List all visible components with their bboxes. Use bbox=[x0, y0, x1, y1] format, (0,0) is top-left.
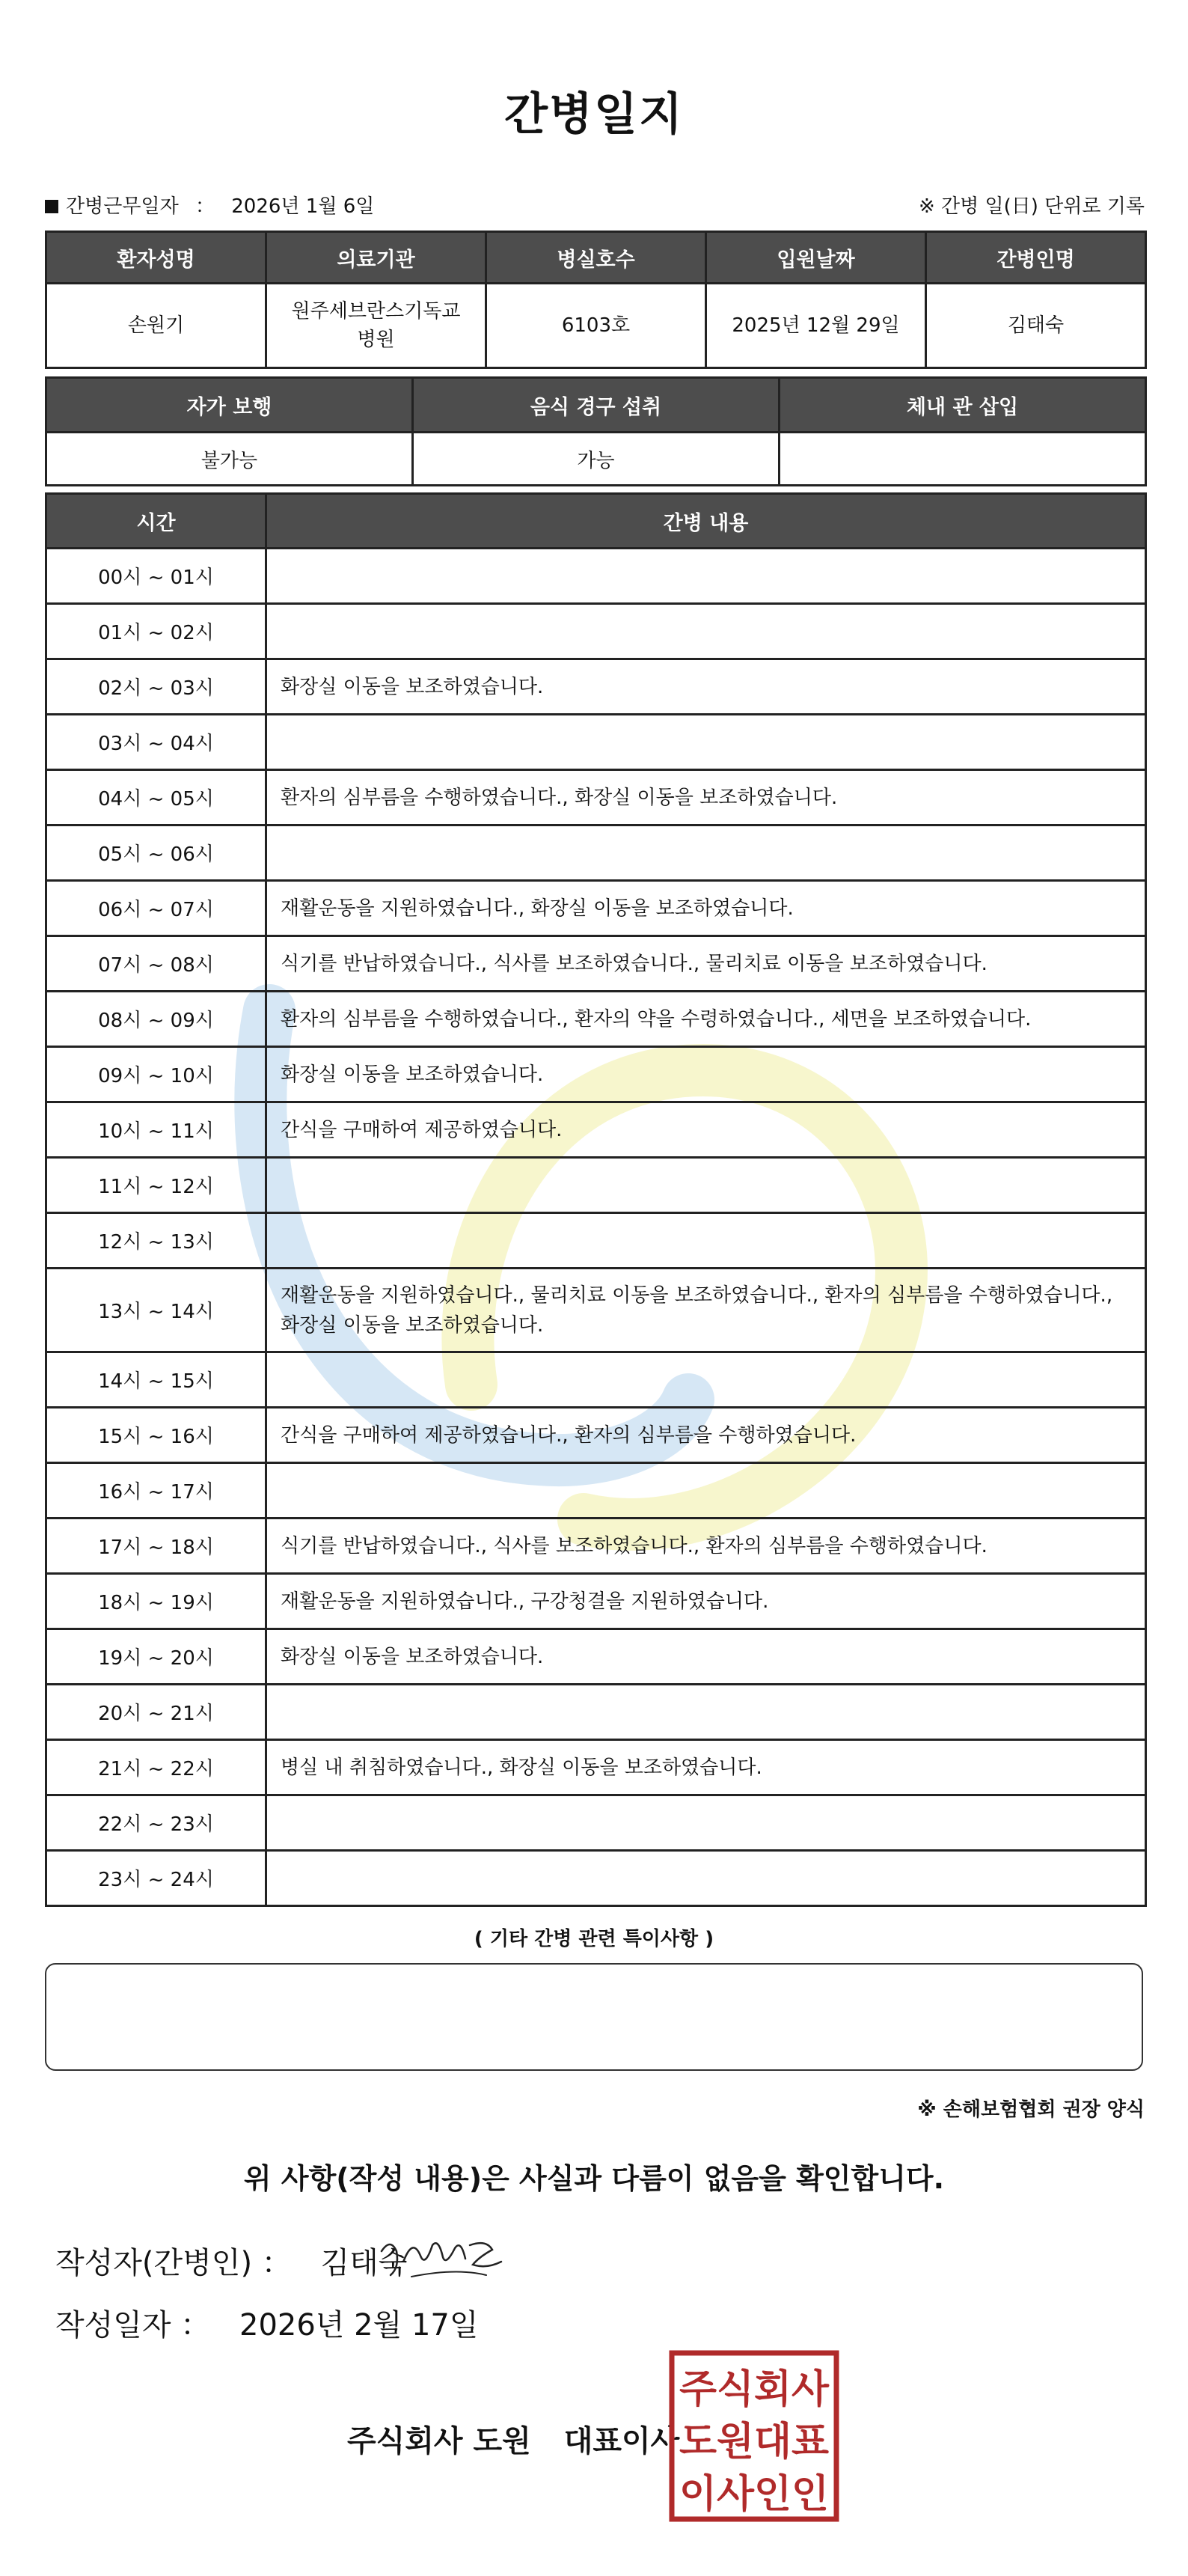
time-cell: 18시 ~ 19시 bbox=[46, 1574, 266, 1629]
table-row bbox=[46, 549, 1146, 604]
table-row bbox=[46, 1269, 1146, 1352]
care-cell bbox=[266, 1685, 1146, 1740]
care-cell: 간식을 구매하여 제공하였습니다. bbox=[266, 1102, 1146, 1158]
header-time: 시간 bbox=[46, 494, 266, 549]
table-row bbox=[46, 1158, 1146, 1213]
table-row bbox=[46, 1629, 1146, 1685]
table-row bbox=[46, 1213, 1146, 1269]
time-cell: 16시 ~ 17시 bbox=[46, 1463, 266, 1519]
table-row bbox=[46, 1685, 1146, 1740]
header-walking: 자가 보행 bbox=[46, 378, 413, 433]
writer-separator: ： bbox=[261, 2246, 292, 2280]
confirmation-statement: 위 사항(작성 내용)은 사실과 다름이 없음을 확인합니다. bbox=[243, 2162, 945, 2195]
header-tube-insertion: 체내 관 삽입 bbox=[780, 378, 1146, 433]
recommendation-note: ※ 손해보험협회 권장 양식 bbox=[917, 2099, 1145, 2121]
table-row bbox=[46, 1463, 1146, 1519]
table-row bbox=[46, 992, 1146, 1047]
table-row bbox=[46, 881, 1146, 936]
time-cell: 12시 ~ 13시 bbox=[46, 1213, 266, 1269]
care-cell: 식기를 반납하였습니다., 식사를 보조하였습니다., 환자의 심부름을 수행하였습니다. bbox=[266, 1519, 1146, 1574]
time-cell: 13시 ~ 14시 bbox=[46, 1269, 266, 1352]
writer-line bbox=[55, 2239, 407, 2282]
table-row bbox=[46, 1740, 1146, 1795]
time-cell: 10시 ~ 11시 bbox=[46, 1102, 266, 1158]
page-title: 간병일지 bbox=[504, 88, 684, 141]
square-bullet-icon bbox=[45, 200, 58, 213]
table-row bbox=[46, 936, 1146, 992]
time-cell: 06시 ~ 07시 bbox=[46, 881, 266, 936]
care-cell: 식기를 반납하였습니다., 식사를 보조하였습니다., 물리치료 이동을 보조하였습니다. bbox=[266, 936, 1146, 992]
table-row bbox=[46, 1352, 1146, 1408]
table-row bbox=[46, 659, 1146, 715]
writer-label: 작성자(간병인) bbox=[55, 2246, 253, 2280]
svg-text:주식회사: 주식회사 bbox=[679, 2367, 830, 2412]
care-cell bbox=[266, 715, 1146, 770]
table-row bbox=[46, 1851, 1146, 1906]
time-cell: 15시 ~ 16시 bbox=[46, 1408, 266, 1463]
header-oral-intake: 음식 경구 섭취 bbox=[413, 378, 780, 433]
care-cell: 재활운동을 지원하였습니다., 화장실 이동을 보조하였습니다. bbox=[266, 881, 1146, 936]
table-row bbox=[46, 433, 1146, 486]
table-row bbox=[46, 825, 1146, 881]
care-cell bbox=[266, 549, 1146, 604]
table-row bbox=[46, 1102, 1146, 1158]
care-schedule-table bbox=[45, 492, 1147, 1907]
care-cell bbox=[266, 825, 1146, 881]
ceo-title: 대표이사 bbox=[563, 2424, 680, 2459]
table-row bbox=[46, 1408, 1146, 1463]
time-cell: 08시 ~ 09시 bbox=[46, 992, 266, 1047]
svg-text:이사인인: 이사인인 bbox=[679, 2472, 829, 2517]
special-notes-title: ( 기타 간병 관련 특이사항 ) bbox=[474, 1928, 714, 1950]
care-cell: 환자의 심부름을 수행하였습니다., 화장실 이동을 보조하였습니다. bbox=[266, 770, 1146, 825]
writer-name: 김태숙 bbox=[320, 2246, 408, 2280]
table-row bbox=[46, 770, 1146, 825]
time-cell: 11시 ~ 12시 bbox=[46, 1158, 266, 1213]
tube-insertion-value bbox=[780, 433, 1146, 486]
time-cell: 14시 ~ 15시 bbox=[46, 1352, 266, 1408]
header-care-content: 간병 내용 bbox=[266, 494, 1146, 549]
time-cell: 22시 ~ 23시 bbox=[46, 1795, 266, 1851]
table-row bbox=[46, 1574, 1146, 1629]
work-date-value: 2026년 1월 6일 bbox=[231, 195, 375, 218]
special-notes-box bbox=[45, 1963, 1143, 2071]
written-date-value: 2026년 2월 17일 bbox=[239, 2308, 479, 2342]
patient-info-table bbox=[45, 231, 1147, 369]
table-row bbox=[46, 1519, 1146, 1574]
time-cell: 04시 ~ 05시 bbox=[46, 770, 266, 825]
record-unit-note: ※ 간병 일(日) 단위로 기록 bbox=[918, 195, 1145, 218]
table-row bbox=[46, 1047, 1146, 1102]
oral-intake-value: 가능 bbox=[413, 433, 780, 486]
admission-date: 2025년 12월 29일 bbox=[706, 284, 926, 368]
table-header-row bbox=[46, 232, 1146, 284]
meta-row bbox=[45, 191, 1145, 221]
care-cell: 재활운동을 지원하였습니다., 물리치료 이동을 보조하였습니다., 환자의 심부름을 수행하였습니다., 화장실 이동을 보조하였습니다. bbox=[266, 1269, 1146, 1352]
time-cell: 20시 ~ 21시 bbox=[46, 1685, 266, 1740]
handwritten-signature bbox=[374, 2223, 509, 2290]
header-caregiver-name: 간병인명 bbox=[926, 232, 1146, 284]
written-date-label: 작성일자 bbox=[55, 2308, 171, 2342]
header-admission-date: 입원날짜 bbox=[706, 232, 926, 284]
care-cell bbox=[266, 1213, 1146, 1269]
work-date bbox=[45, 191, 374, 219]
table-row bbox=[46, 604, 1146, 659]
work-date-label: 간병근무일자 bbox=[66, 195, 179, 218]
time-cell: 17시 ~ 18시 bbox=[46, 1519, 266, 1574]
care-cell bbox=[266, 1463, 1146, 1519]
care-cell: 화장실 이동을 보조하였습니다. bbox=[266, 659, 1146, 715]
table-header-row bbox=[46, 378, 1146, 433]
care-cell bbox=[266, 1851, 1146, 1906]
time-cell: 01시 ~ 02시 bbox=[46, 604, 266, 659]
company-signature-line bbox=[347, 2417, 679, 2460]
header-hospital: 의료기관 bbox=[266, 232, 486, 284]
time-cell: 19시 ~ 20시 bbox=[46, 1629, 266, 1685]
table-row bbox=[46, 715, 1146, 770]
walking-value: 불가능 bbox=[46, 433, 413, 486]
care-cell bbox=[266, 1795, 1146, 1851]
time-cell: 02시 ~ 03시 bbox=[46, 659, 266, 715]
time-cell: 21시 ~ 22시 bbox=[46, 1740, 266, 1795]
care-cell bbox=[266, 1158, 1146, 1213]
time-cell: 00시 ~ 01시 bbox=[46, 549, 266, 604]
company-seal-stamp bbox=[669, 2350, 839, 2522]
care-cell: 간식을 구매하여 제공하였습니다., 환자의 심부름을 수행하였습니다. bbox=[266, 1408, 1146, 1463]
written-date-separator: ： bbox=[180, 2308, 211, 2342]
header-room: 병실호수 bbox=[486, 232, 706, 284]
care-cell bbox=[266, 1352, 1146, 1408]
patient-name: 손원기 bbox=[46, 284, 266, 368]
company-name: 주식회사 도원 bbox=[347, 2424, 531, 2459]
time-cell: 03시 ~ 04시 bbox=[46, 715, 266, 770]
hospital-name: 원주세브란스기독교병원 bbox=[266, 284, 486, 368]
caregiver-name: 김태숙 bbox=[926, 284, 1146, 368]
written-date-line bbox=[55, 2301, 479, 2344]
time-cell: 23시 ~ 24시 bbox=[46, 1851, 266, 1906]
table-row bbox=[46, 284, 1146, 368]
care-cell: 화장실 이동을 보조하였습니다. bbox=[266, 1629, 1146, 1685]
time-cell: 07시 ~ 08시 bbox=[46, 936, 266, 992]
svg-text:도원대표: 도원대표 bbox=[679, 2420, 829, 2464]
table-row bbox=[46, 1795, 1146, 1851]
patient-status-table bbox=[45, 376, 1147, 486]
care-cell: 재활운동을 지원하였습니다., 구강청결을 지원하였습니다. bbox=[266, 1574, 1146, 1629]
care-cell: 병실 내 취침하였습니다., 화장실 이동을 보조하였습니다. bbox=[266, 1740, 1146, 1795]
room-number: 6103호 bbox=[486, 284, 706, 368]
header-patient-name: 환자성명 bbox=[46, 232, 266, 284]
time-cell: 09시 ~ 10시 bbox=[46, 1047, 266, 1102]
table-header-row bbox=[46, 494, 1146, 549]
work-date-separator: ： bbox=[195, 195, 215, 218]
care-cell bbox=[266, 604, 1146, 659]
time-cell: 05시 ~ 06시 bbox=[46, 825, 266, 881]
care-cell: 환자의 심부름을 수행하였습니다., 환자의 약을 수령하였습니다., 세면을 보조하였습니다. bbox=[266, 992, 1146, 1047]
care-cell: 화장실 이동을 보조하였습니다. bbox=[266, 1047, 1146, 1102]
